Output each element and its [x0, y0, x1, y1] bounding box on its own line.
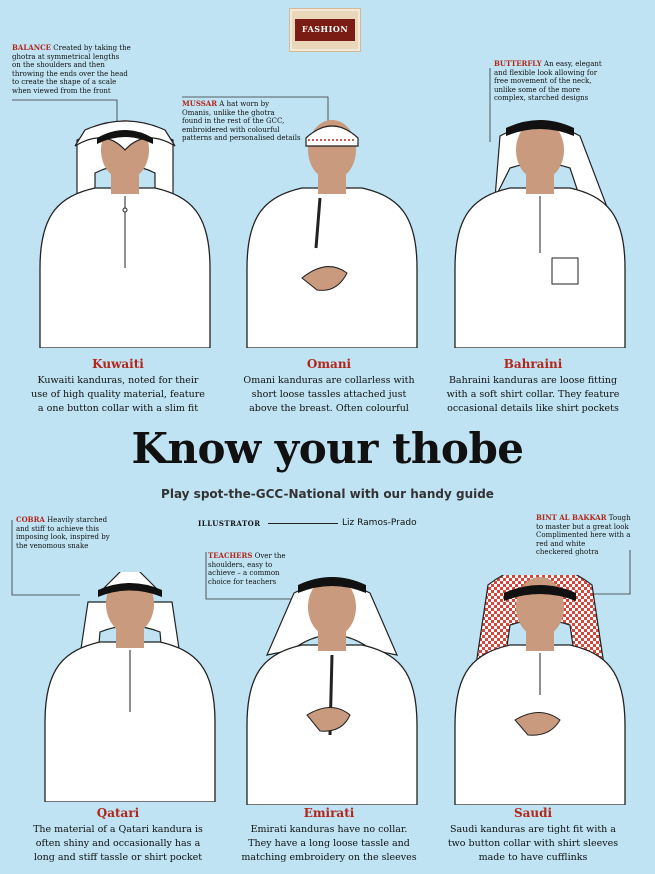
bahraini-figure	[440, 118, 640, 348]
kuwaiti-figure	[25, 118, 225, 348]
style-name-bahraini: Bahraini	[503, 357, 563, 371]
callout-bint-al-bakkar-text: Tough to master but a great look Complimented here with a red and white checkered ghotra	[536, 514, 631, 556]
callout-cobra-title: COBRA	[16, 515, 45, 524]
section-badge-label: FASHION	[295, 19, 355, 41]
callout-balance-text: Created by taking the ghotra at symmetrical lengths on the shoulders and then throwing the ends over the head to create the shape of a scale when viewed from the front	[12, 44, 131, 95]
callout-teachers	[208, 552, 328, 586]
emirati-figure	[232, 575, 432, 805]
style-description-bahraini: Bahraini kanduras are loose fitting with a soft shirt collar. They feature occasional details like shirt pockets	[446, 375, 620, 414]
callout-cobra-text: Heavily starched and stiff to achieve this imposing look, inspired by the venomous snake	[16, 516, 110, 550]
style-description-kuwaiti: Kuwaiti kanduras, noted for their use of high quality material, feature a one button collar with a slim fit	[31, 375, 205, 414]
style-name-qatari: Qatari	[96, 806, 140, 820]
headline: Know your thobe	[131, 424, 524, 473]
callout-butterfly-title: BUTTERFLY	[494, 59, 542, 68]
illustrator-name: Liz Ramos-Prado	[342, 518, 417, 528]
illustrator-divider	[268, 523, 338, 524]
callout-mussar-text: A hat worn by Omanis, unlike the ghotra found in the rest of the GCC, embroidered with colourful patterns and personalised details	[182, 100, 301, 142]
callout-cobra	[16, 516, 136, 550]
callout-mussar-title: MUSSAR	[182, 99, 218, 108]
style-description-omani: Omani kanduras are collarless with short loose tassles attached just above the breast. Often colourful	[243, 375, 415, 414]
style-description-saudi: Saudi kanduras are tight fit with a two button collar with shirt sleeves made to have cufflinks	[447, 824, 619, 863]
omani-figure	[232, 118, 432, 348]
callout-mussar	[182, 100, 302, 143]
style-description-qatari: The material of a Qatari kandura is often shiny and occasionally has a long and stiff tassle or shirt pocket	[33, 824, 203, 863]
style-name-saudi: Saudi	[513, 806, 553, 820]
callout-balance	[12, 44, 132, 95]
subtitle: Play spot-the-GCC-National with our handy guide	[161, 487, 494, 501]
callout-teachers-text: Over the shoulders, easy to achieve – a common choice for teachers	[208, 552, 286, 586]
style-name-emirati: Emirati	[303, 806, 355, 820]
callout-bint-al-bakkar	[536, 514, 648, 557]
callout-bint-al-bakkar-title: BINT AL BAKKAR	[536, 513, 607, 522]
style-name-omani: Omani	[306, 357, 352, 371]
callout-balance-title: BALANCE	[12, 43, 52, 52]
illustrator-label: ILLUSTRATOR	[198, 519, 261, 528]
saudi-figure	[440, 575, 640, 805]
callout-butterfly	[494, 60, 614, 103]
style-description-emirati: Emirati kanduras have no collar. They have a long loose tassle and matching embroidery on the sleeves	[241, 824, 417, 863]
callout-teachers-title: TEACHERS	[208, 551, 253, 560]
style-name-kuwaiti: Kuwaiti	[92, 357, 144, 371]
callout-butterfly-text: An easy, elegant and flexible look allowing for free movement of the neck, unlike some of the more complex, starched designs	[494, 60, 602, 102]
qatari-figure	[30, 572, 230, 802]
